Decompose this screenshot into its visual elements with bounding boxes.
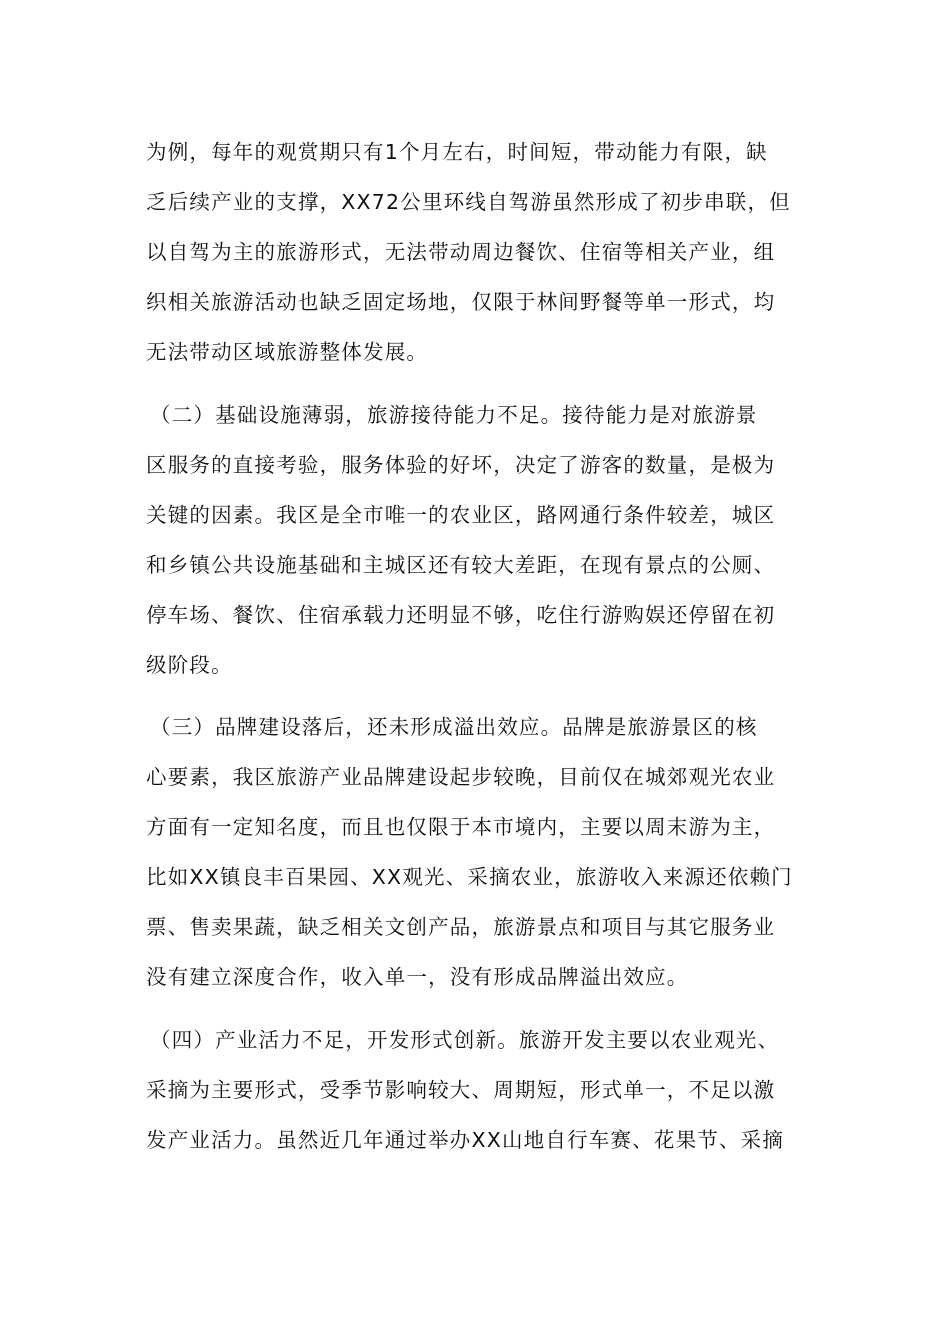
paragraph-1-line-3: 以自驾为主的旅游形式，无法带动周边餐饮、住宿等相关产业，组 <box>146 240 776 264</box>
paragraph-2-line-1: （二）基础设施薄弱，旅游接待能力不足。接待能力是对旅游景 <box>150 403 758 427</box>
paragraph-1-line-1: 为例，每年的观赏期只有1个月左右，时间短，带动能力有限，缺 <box>146 140 768 164</box>
paragraph-3-line-4: 比如XX镇良丰百果园、XX观光、采摘农业，旅游收入来源还依赖门 <box>146 865 793 889</box>
paragraph-1-line-4: 织相关旅游活动也缺乏固定场地，仅限于林间野餐等单一形式，均 <box>146 290 776 314</box>
paragraph-3-line-3: 方面有一定知名度，而且也仅限于本市境内，主要以周末游为主， <box>146 815 776 839</box>
paragraph-2-line-4: 和乡镇公共设施基础和主城区还有较大差距，在现有景点的公厕、 <box>146 553 776 577</box>
paragraph-3-line-6: 没有建立深度合作，收入单一，没有形成品牌溢出效应。 <box>146 965 689 989</box>
paragraph-2-line-6: 级阶段。 <box>146 653 233 677</box>
paragraph-4-line-1: （四）产业活力不足，开发形式创新。旅游开发主要以农业观光、 <box>150 1028 780 1052</box>
paragraph-2-line-5: 停车场、餐饮、住宿承载力还明显不够，吃住行游购娱还停留在初 <box>146 603 776 627</box>
paragraph-1-line-5: 无法带动区域旅游整体发展。 <box>146 340 429 364</box>
paragraph-3-line-2: 心要素，我区旅游产业品牌建设起步较晚，目前仅在城郊观光农业 <box>146 765 776 789</box>
paragraph-2-line-2: 区服务的直接考验，服务体验的好坏，决定了游客的数量，是极为 <box>146 453 776 477</box>
paragraph-4-line-3: 发产业活力。虽然近几年通过举办XX山地自行车赛、花果节、采摘 <box>146 1128 785 1152</box>
paragraph-1-line-2: 乏后续产业的支撑，XX72公里环线自驾游虽然形成了初步串联，但 <box>146 190 791 214</box>
paragraph-3-line-1: （三）品牌建设落后，还未形成溢出效应。品牌是旅游景区的核 <box>150 715 758 739</box>
paragraph-4-line-2: 采摘为主要形式，受季节影响较大、周期短，形式单一，不足以激 <box>146 1078 776 1102</box>
paragraph-3-line-5: 票、售卖果蔬，缺乏相关文创产品，旅游景点和项目与其它服务业 <box>146 915 776 939</box>
paragraph-2-line-3: 关键的因素。我区是全市唯一的农业区，路网通行条件较差，城区 <box>146 503 776 527</box>
